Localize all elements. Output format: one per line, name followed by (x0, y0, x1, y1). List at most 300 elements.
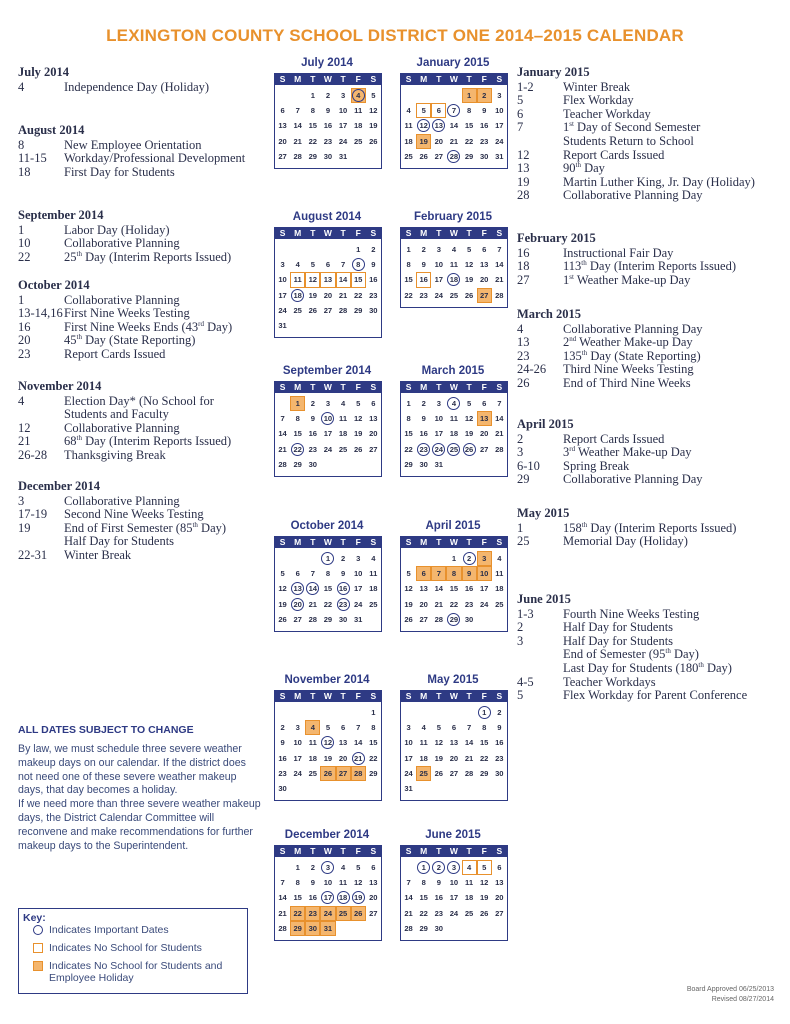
approval-note (687, 985, 774, 1005)
event-section (517, 308, 785, 391)
weekday-label: S (496, 691, 503, 701)
day-cell: 24 (338, 136, 348, 146)
day-cell: 10 (434, 414, 444, 424)
day-cell: 16 (278, 753, 287, 763)
day-cell: 5 (356, 863, 361, 873)
empty-cell (290, 242, 305, 257)
day-cell: 10 (434, 260, 444, 270)
weekday-label: F (481, 74, 487, 84)
day-cell: 12 (353, 414, 363, 424)
day-cell: 30 (434, 923, 444, 933)
event-row (517, 176, 785, 190)
event-row (517, 363, 785, 377)
day-cell: 1 (451, 554, 457, 564)
event-row (18, 152, 263, 166)
weekday-label: F (481, 382, 487, 392)
weekday-label: T (310, 382, 316, 392)
event-text: Election Day* (No School for (64, 393, 214, 408)
day-cell: 20 (338, 753, 348, 763)
weekday-label: S (405, 537, 412, 547)
key-title: Key: (23, 912, 46, 924)
event-date: 26-28 (18, 447, 48, 462)
day-cell: 13 (278, 121, 287, 131)
day-cell: 26 (462, 442, 477, 457)
empty-cell (305, 551, 320, 566)
day-cell: 5 (280, 569, 285, 579)
event-row (517, 189, 785, 203)
day-cell: 24 (449, 908, 459, 918)
event-text: Flex Workday for Parent Conference (563, 688, 748, 703)
month-title: February 2015 (414, 211, 492, 223)
weekday-header (401, 227, 507, 239)
day-cell: 29 (308, 151, 318, 161)
event-date: 18 (517, 259, 530, 274)
day-cell: 9 (421, 260, 426, 270)
day-cell: 4 (351, 88, 366, 103)
event-section (18, 66, 263, 94)
empty-cell (275, 551, 290, 566)
day-cell: 22 (353, 290, 363, 300)
day-cell: 14 (495, 414, 504, 424)
day-cell: 10 (278, 275, 287, 285)
weekday-label: W (449, 691, 458, 701)
day-cell: 29 (353, 305, 363, 315)
day-cell: 14 (464, 738, 474, 748)
event-row (18, 535, 263, 549)
day-cell: 25 (308, 768, 318, 778)
empty-cell (416, 705, 431, 720)
event-section (18, 380, 263, 463)
event-date: 4 (517, 321, 524, 336)
weekday-header (275, 536, 381, 548)
empty-cell (477, 921, 492, 936)
day-cell: 14 (278, 429, 287, 439)
day-cell: 10 (323, 878, 333, 888)
event-text: Collaborative Planning Day (563, 188, 703, 203)
event-date: 24-26 (517, 362, 547, 377)
day-cell: 20 (449, 753, 459, 763)
day-cell: 17 (320, 890, 335, 905)
day-cell: 18 (419, 753, 428, 763)
day-cell: 1 (406, 245, 411, 255)
day-cell: 7 (446, 103, 461, 118)
day-cell: 20 (290, 597, 305, 612)
key-label: Indicates Important Dates (49, 924, 169, 936)
day-cell: 15 (419, 893, 428, 903)
revised-date: Revised 08/27/2014 (711, 996, 774, 1003)
empty-cell (462, 705, 477, 720)
day-cell: 3 (340, 91, 346, 101)
event-text: 90th Day (563, 161, 605, 176)
empty-cell (305, 318, 320, 333)
day-cell: 11 (339, 878, 348, 888)
event-text: 113th Day (Interim Reports Issued) (563, 259, 737, 274)
event-date: 3 (517, 445, 524, 460)
event-row (517, 608, 785, 622)
event-date: 23 (18, 346, 31, 361)
day-cell: 15 (479, 738, 489, 748)
event-date: 13-14,16 (18, 306, 63, 321)
day-cell: 9 (310, 878, 315, 888)
event-date: 5 (517, 688, 524, 703)
day-cell: 24 (323, 444, 333, 454)
day-cell: 16 (336, 581, 351, 596)
day-cell: 21 (278, 908, 287, 918)
day-cell: 20 (419, 599, 428, 609)
event-text: Report Cards Issued (64, 346, 166, 361)
day-cell: 25 (293, 305, 302, 315)
event-row (517, 336, 785, 350)
event-row (18, 495, 263, 509)
day-cell: 27 (369, 444, 378, 454)
day-cell: 16 (495, 738, 504, 748)
day-cell: 4 (406, 106, 411, 116)
day-cell: 18 (369, 584, 378, 594)
event-row (517, 676, 785, 690)
weekday-label: S (370, 537, 377, 547)
day-cell: 1 (310, 91, 315, 101)
event-date: 4 (18, 393, 25, 408)
weekday-label: M (294, 74, 302, 84)
event-text: Report Cards Issued (563, 431, 665, 446)
day-cell: 9 (436, 878, 441, 888)
empty-cell (462, 457, 477, 472)
empty-cell (492, 781, 507, 796)
day-cell: 21 (449, 136, 459, 146)
event-section (517, 507, 785, 549)
day-cell: 16 (323, 121, 333, 131)
day-cell: 8 (325, 569, 331, 579)
day-cell: 4 (446, 396, 461, 411)
day-cell: 31 (404, 784, 413, 794)
day-cell: 26 (464, 290, 474, 300)
day-cell: 1 (371, 708, 376, 718)
month-title: January 2015 (416, 57, 490, 69)
event-section (18, 279, 263, 362)
empty-cell (320, 457, 335, 472)
event-text: Workday/Professional Development (64, 151, 246, 166)
weekday-label: T (466, 74, 472, 84)
day-cell: 9 (340, 569, 346, 579)
day-cell: 11 (354, 106, 363, 116)
empty-cell (366, 149, 381, 164)
empty-cell (492, 612, 507, 627)
event-row (517, 446, 785, 460)
day-cell: 29 (369, 768, 378, 778)
day-cell: 29 (290, 921, 305, 936)
weekday-label: M (420, 228, 428, 238)
event-date: 1 (18, 292, 25, 307)
event-text: Independence Day (Holiday) (64, 79, 210, 94)
empty-cell (320, 318, 335, 333)
event-date (18, 408, 64, 422)
event-row (18, 408, 263, 422)
day-cell: 22 (308, 136, 318, 146)
day-cell: 11 (419, 738, 428, 748)
event-section-title: May 2015 (517, 506, 570, 520)
weekday-label: T (310, 691, 316, 701)
event-text: Winter Break (563, 79, 631, 94)
day-cell: 30 (479, 151, 489, 161)
day-cell: 24 (293, 768, 302, 778)
weekday-label: T (340, 74, 346, 84)
day-cell: 25 (446, 442, 461, 457)
event-row (517, 662, 785, 676)
empty-cell (401, 705, 416, 720)
day-cell: 13 (369, 414, 378, 424)
day-cell: 21 (308, 599, 318, 609)
day-cell: 21 (351, 751, 366, 766)
event-section-title: December 2014 (18, 479, 101, 493)
day-cell: 1 (416, 860, 431, 875)
day-cell: 13 (369, 878, 378, 888)
weekday-label: S (405, 382, 412, 392)
day-cell: 19 (353, 429, 363, 439)
day-cell: 23 (323, 136, 333, 146)
day-cell: 11 (308, 738, 317, 748)
event-text: New Employee Orientation (64, 137, 202, 152)
weekday-label: S (496, 537, 503, 547)
day-cell: 26 (419, 151, 428, 161)
weekday-label: T (340, 537, 346, 547)
event-text: Collaborative Planning (64, 236, 180, 251)
event-date: 2 (517, 620, 524, 635)
day-cell: 6 (280, 106, 285, 116)
event-row (18, 334, 263, 348)
day-cell: 2 (421, 245, 426, 255)
day-cell: 21 (278, 444, 287, 454)
empty-cell (416, 781, 431, 796)
day-cell: 7 (340, 260, 346, 270)
day-cell: 15 (308, 121, 318, 131)
day-cell: 30 (495, 768, 504, 778)
empty-cell (336, 921, 351, 936)
empty-cell (290, 551, 305, 566)
event-date: 27 (517, 272, 530, 287)
weekday-label: F (355, 228, 361, 238)
day-cell: 23 (305, 906, 320, 921)
empty-cell (275, 242, 290, 257)
day-cell: 28 (446, 149, 461, 164)
day-cell: 11 (449, 414, 458, 424)
day-cell: 15 (449, 584, 459, 594)
empty-cell (366, 921, 381, 936)
month-title: March 2015 (421, 365, 485, 377)
empty-cell (366, 781, 381, 796)
weekday-label: W (323, 228, 332, 238)
day-cell: 7 (356, 723, 361, 733)
day-cell: 19 (351, 890, 366, 905)
day-cell: 2 (421, 399, 426, 409)
weekday-label: T (340, 228, 346, 238)
weekday-label: T (436, 382, 442, 392)
event-date: 2 (517, 431, 524, 446)
day-cell: 14 (495, 260, 504, 270)
day-cell: 12 (369, 106, 378, 116)
month-title: December 2014 (284, 829, 370, 841)
day-cell: 26 (308, 305, 318, 315)
event-date: 6-10 (517, 458, 540, 473)
empty-cell (275, 705, 290, 720)
day-cell: 19 (278, 599, 287, 609)
day-cell: 21 (495, 429, 504, 439)
day-cell: 25 (369, 599, 378, 609)
day-cell: 7 (466, 723, 472, 733)
event-date (517, 662, 563, 676)
day-cell: 16 (434, 893, 444, 903)
key-label: Indicates No School for Students (49, 942, 202, 954)
month-calendar (274, 845, 382, 941)
day-cell: 12 (278, 584, 287, 594)
weekday-label: T (310, 74, 316, 84)
month-title: August 2014 (292, 211, 362, 223)
event-row (18, 549, 263, 563)
day-cell: 1 (290, 396, 305, 411)
day-cell: 21 (338, 290, 348, 300)
day-cell: 10 (404, 738, 413, 748)
event-text: 158th Day (Interim Reports Issued) (563, 520, 737, 535)
event-date: 5 (517, 93, 524, 108)
weekday-label: M (420, 691, 428, 701)
day-cell: 5 (310, 260, 315, 270)
weekday-label: W (323, 537, 332, 547)
day-cell: 22 (369, 753, 378, 763)
event-row (517, 94, 785, 108)
day-cell: 17 (293, 753, 302, 763)
weekday-header (275, 227, 381, 239)
event-row (517, 535, 785, 549)
day-cell: 2 (497, 708, 502, 718)
day-cell: 6 (340, 723, 346, 733)
day-cell: 9 (497, 723, 502, 733)
event-text: 68th Day (Interim Reports Issued) (64, 434, 232, 449)
day-cell: 19 (323, 753, 333, 763)
event-text: Flex Workday (563, 93, 634, 108)
weekday-label: T (436, 691, 442, 701)
day-cell: 6 (451, 723, 457, 733)
day-cell: 2 (477, 88, 492, 103)
day-cell: 24 (431, 442, 446, 457)
event-text: Instructional Fair Day (563, 245, 674, 260)
day-cell: 16 (479, 121, 489, 131)
day-cell: 15 (369, 738, 378, 748)
day-cell: 19 (464, 429, 474, 439)
event-text: Teacher Workday (563, 106, 651, 121)
weekday-label: T (310, 846, 316, 856)
event-row (517, 81, 785, 95)
event-text: Spring Break (563, 458, 630, 473)
weekday-header (401, 381, 507, 393)
day-cell: 10 (477, 566, 492, 581)
weekday-label: S (279, 382, 286, 392)
weekday-header (401, 73, 507, 85)
weekday-label: S (405, 846, 412, 856)
day-cell: 10 (449, 878, 459, 888)
weekday-label: W (449, 228, 458, 238)
day-cell: 1 (295, 863, 300, 873)
day-cell: 7 (406, 878, 411, 888)
day-cell: 20 (369, 893, 378, 903)
month-calendar (400, 73, 508, 169)
event-text: Half Day for Students (64, 534, 175, 549)
day-cell: 29 (419, 923, 428, 933)
event-date: 13 (517, 335, 530, 350)
weekday-label: F (355, 846, 361, 856)
notice-body-1: By law, we must schedule three severe weather makeup days on our calendar. If the district does not need one of these severe weather makeup days, that day becomes a holiday. (18, 743, 246, 797)
day-cell: 7 (280, 878, 285, 888)
event-text: Second Nine Weeks Testing (64, 507, 204, 522)
empty-cell (305, 781, 320, 796)
day-cell: 8 (482, 723, 487, 733)
empty-cell (290, 705, 305, 720)
day-cell: 5 (406, 569, 411, 579)
weekday-label: T (310, 228, 316, 238)
weekday-label: S (496, 228, 503, 238)
month-calendar (400, 690, 508, 801)
day-cell: 18 (495, 584, 504, 594)
day-cell: 3 (446, 860, 461, 875)
event-row (517, 460, 785, 474)
event-text: Fourth Nine Weeks Testing (563, 606, 700, 621)
day-cell: 24 (495, 136, 504, 146)
day-cell: 23 (434, 908, 444, 918)
weekday-label: T (466, 382, 472, 392)
day-cell: 26 (278, 614, 287, 624)
weekday-label: F (355, 537, 361, 547)
event-date (517, 135, 563, 149)
empty-cell (477, 612, 492, 627)
day-cell: 27 (278, 151, 287, 161)
weekday-label: W (323, 74, 332, 84)
day-cell: 8 (310, 106, 315, 116)
weekday-label: S (370, 228, 377, 238)
day-cell: 6 (295, 569, 300, 579)
event-date: 4 (18, 79, 25, 94)
event-row (18, 251, 263, 265)
event-date: 28 (517, 188, 530, 203)
empty-cell (446, 457, 461, 472)
day-cell: 2 (340, 554, 346, 564)
day-cell: 20 (278, 136, 287, 146)
day-cell: 22 (404, 290, 413, 300)
day-cell: 21 (404, 908, 413, 918)
day-cell: 5 (356, 399, 361, 409)
day-cell: 20 (495, 893, 504, 903)
event-text: End of First Semester (85th Day) (64, 520, 227, 535)
day-cell: 20 (323, 290, 333, 300)
event-section-title: September 2014 (18, 208, 104, 222)
day-cell: 16 (308, 893, 318, 903)
weekday-label: S (279, 228, 286, 238)
event-row (517, 260, 785, 274)
weekday-header (401, 845, 507, 857)
weekday-label: W (449, 537, 458, 547)
day-cell: 7 (280, 414, 285, 424)
empty-cell (305, 242, 320, 257)
event-text: Collaborative Planning (64, 493, 180, 508)
day-cell: 6 (325, 260, 331, 270)
day-cell: 29 (446, 612, 461, 627)
month-title: June 2015 (425, 829, 481, 841)
weekday-label: M (294, 228, 302, 238)
day-cell: 2 (280, 723, 285, 733)
day-cell: 7 (295, 106, 300, 116)
day-cell: 13 (290, 581, 305, 596)
day-cell: 27 (419, 614, 428, 624)
weekday-label: S (279, 537, 286, 547)
event-date: 1 (18, 222, 25, 237)
empty-cell (336, 242, 351, 257)
